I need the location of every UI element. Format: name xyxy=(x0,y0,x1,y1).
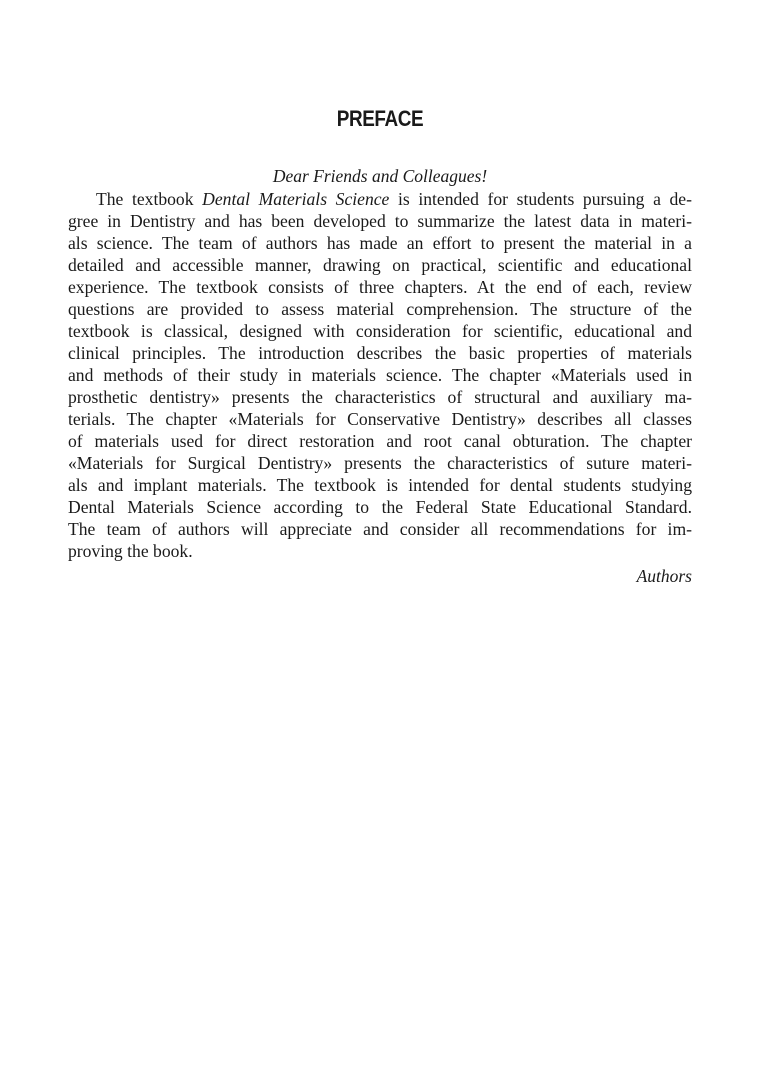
body-line: als science. The team of authors has made an effort to present the material in a xyxy=(68,233,692,253)
body-line: of materials used for direct restoration and root canal obturation. The chapter xyxy=(68,431,692,451)
body-line: proving the book. xyxy=(68,541,193,561)
body-line: questions are provided to assess material comprehension. The structure of the xyxy=(68,299,692,319)
body-line xyxy=(68,188,692,210)
body-line: prosthetic dentistry» presents the characteristics of structural and auxiliary ma- xyxy=(68,387,692,407)
body-line: terials. The chapter «Materials for Conservative Dentistry» describes all classes xyxy=(68,409,692,429)
body-line: and methods of their study in materials science. The chapter «Materials used in xyxy=(68,365,692,385)
body-line-prefix: The textbook xyxy=(96,189,203,209)
body-line: Dental Materials Science according to the Federal State Educational Standard. xyxy=(68,497,692,517)
salutation: Dear Friends and Colleagues! xyxy=(272,166,488,186)
body-line: The team of authors will appreciate and consider all recommendations for im- xyxy=(68,519,692,539)
body-line-suffix: is intended for students pursuing a de- xyxy=(389,189,692,209)
body-line: als and implant materials. The textbook is intended for dental students studying xyxy=(68,475,692,495)
book-title-italic: Dental Materials Science xyxy=(202,189,390,209)
page-title: PREFACE xyxy=(336,106,424,131)
body-line: clinical principles. The introduction describes the basic properties of materials xyxy=(68,343,692,363)
body-line: detailed and accessible manner, drawing on practical, scientific and educational xyxy=(68,255,692,275)
body-line: experience. The textbook consists of three chapters. At the end of each, review xyxy=(68,277,692,297)
body-line: gree in Dentistry and has been developed to summarize the latest data in materi- xyxy=(68,211,692,231)
preface-body xyxy=(68,188,692,562)
body-line: «Materials for Surgical Dentistry» presents the characteristics of suture materi- xyxy=(68,453,692,473)
signature: Authors xyxy=(636,566,692,586)
body-line: textbook is classical, designed with consideration for scientific, educational and xyxy=(68,321,692,341)
